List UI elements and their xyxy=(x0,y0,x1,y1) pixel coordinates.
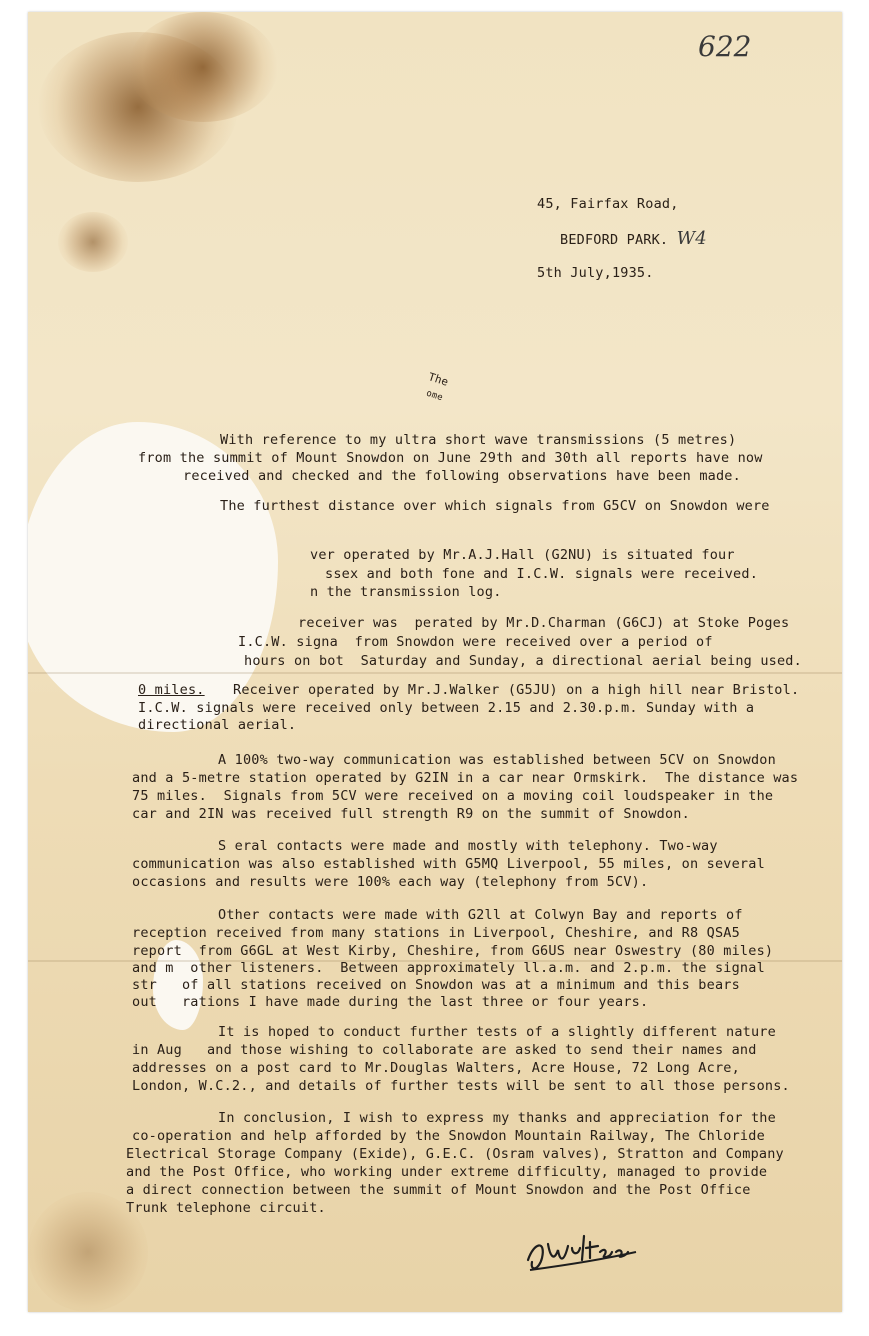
body-line: In conclusion, I wish to express my thanks and appreciation for the xyxy=(218,1110,776,1126)
body-line: n the transmission log. xyxy=(310,584,502,600)
body-line: ver operated by Mr.A.J.Hall (G2NU) is situated four xyxy=(310,547,735,563)
body-line: Electrical Storage Company (Exide), G.E.C. (Osram valves), Stratton and Company xyxy=(126,1146,784,1162)
body-line: report from G6GL at West Kirby, Cheshire, from G6US near Oswestry (80 miles) xyxy=(132,943,774,959)
body-line: London, W.C.2., and details of further tests will be sent to all those persons. xyxy=(132,1078,790,1094)
body-line: hours on bot Saturday and Sunday, a directional aerial being used. xyxy=(244,653,802,669)
signature-drawing xyxy=(520,1222,640,1282)
address-area: BEDFORD PARK. W4 xyxy=(560,228,707,249)
margin-note-2: ome xyxy=(424,388,444,404)
body-line: and the Post Office, who working under extreme difficulty, managed to provide xyxy=(126,1164,768,1180)
body-line: The furthest distance over which signals from G5CV on Snowdon were xyxy=(220,498,770,514)
stain xyxy=(58,212,128,272)
stain xyxy=(128,12,278,122)
handwritten-postcode: W4 xyxy=(676,228,707,249)
margin-note-1: The xyxy=(426,370,451,389)
body-line: directional aerial. xyxy=(138,717,297,733)
body-line: and m other listeners. Between approximately ll.a.m. and 2.p.m. the signal xyxy=(132,960,765,976)
body-line: S eral contacts were made and mostly with telephony. Two-way xyxy=(218,838,718,854)
body-line: received and checked and the following observations have been made. xyxy=(183,468,741,484)
body-line: car and 2IN was received full strength R9 on the summit of Snowdon. xyxy=(132,806,690,822)
body-line: and a 5-metre station operated by G2IN in a car near Ormskirk. The distance was xyxy=(132,770,799,786)
distance-label: 0 miles. xyxy=(138,682,205,698)
body-line: I.C.W. signa from Snowdon were received over a period of xyxy=(238,634,713,650)
signature xyxy=(520,1222,640,1282)
body-line: I.C.W. signals were received only between 2.15 and 2.30.p.m. Sunday with a xyxy=(138,700,755,716)
address-street: 45, Fairfax Road, xyxy=(537,196,679,212)
body-line: A 100% two-way communication was established between 5CV on Snowdon xyxy=(218,752,776,768)
fold-line xyxy=(28,672,842,674)
body-line: Other contacts were made with G2ll at Colwyn Bay and reports of xyxy=(218,907,743,923)
letter-page xyxy=(28,12,842,1312)
body-line: occasions and results were 100% each way (telephony from 5CV). xyxy=(132,874,649,890)
body-line: 75 miles. Signals from 5CV were received on a moving coil loudspeaker in the xyxy=(132,788,774,804)
body-line: reception received from many stations in Liverpool, Cheshire, and R8 QSA5 xyxy=(132,925,740,941)
body-line: It is hoped to conduct further tests of a slightly different nature xyxy=(218,1024,776,1040)
body-line: communication was also established with G5MQ Liverpool, 55 miles, on several xyxy=(132,856,765,872)
body-line: out rations I have made during the last three or four years. xyxy=(132,994,649,1010)
body-line: Receiver operated by Mr.J.Walker (G5JU) on a high hill near Bristol. xyxy=(233,682,800,698)
body-line: addresses on a post card to Mr.Douglas Walters, Acre House, 72 Long Acre, xyxy=(132,1060,740,1076)
body-line: Trunk telephone circuit. xyxy=(126,1200,326,1216)
body-line: co-operation and help afforded by the Snowdon Mountain Railway, The Chloride xyxy=(132,1128,765,1144)
body-line: in Aug and those wishing to collaborate are asked to send their names and xyxy=(132,1042,757,1058)
body-line: ssex and both fone and I.C.W. signals were received. xyxy=(325,566,759,582)
letter-date: 5th July,1935. xyxy=(537,265,654,281)
body-line: With reference to my ultra short wave transmissions (5 metres) xyxy=(220,432,737,448)
body-line: from the summit of Mount Snowdon on June 29th and 30th all reports have now xyxy=(138,450,763,466)
body-line: receiver was perated by Mr.D.Charman (G6CJ) at Stoke Poges xyxy=(298,615,790,631)
body-line: a direct connection between the summit of Mount Snowdon and the Post Office xyxy=(126,1182,751,1198)
body-line: str of all stations received on Snowdon was at a minimum and this bears xyxy=(132,977,740,993)
page-number: 622 xyxy=(698,30,752,63)
